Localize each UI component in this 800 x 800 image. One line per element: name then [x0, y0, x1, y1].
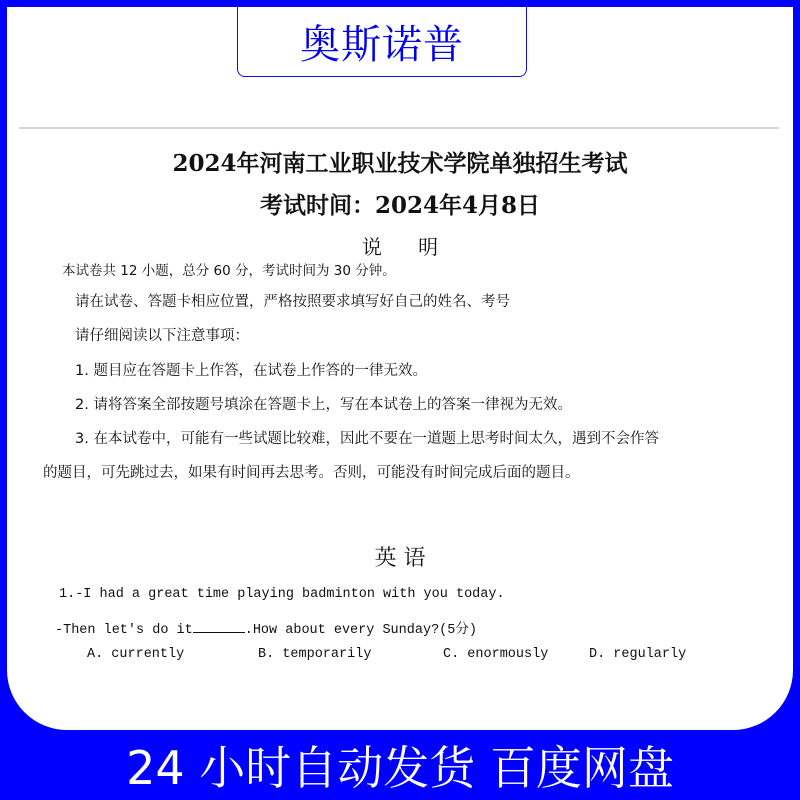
note-2: 2. 请将答案全部按题号填涂在答题卡上，写在本试卷上的答案一律视为无效。 — [75, 397, 572, 413]
exam-date: 考试时间：2024年4月8日 — [259, 192, 541, 219]
answer-blank — [193, 620, 245, 633]
subject-heading: 英 语 — [374, 546, 426, 571]
intro-text: 本试卷共 12 小题，总分 60 分，考试时间为 30 分钟。 — [62, 263, 396, 279]
option-b: B. temporarily — [258, 647, 372, 662]
footer-banner — [0, 730, 800, 800]
question-1-line2-after: .How about every Sunday?(5分) — [244, 623, 477, 638]
read-carefully-text: 请仔细阅读以下注意事项： — [75, 328, 249, 344]
paper-sheet — [7, 7, 793, 730]
brand-box — [237, 7, 527, 77]
option-c: C. enormously — [443, 647, 549, 662]
option-d: D. regularly — [589, 647, 687, 662]
exam-title: 2024年河南工业职业技术学院单独招生考试 — [172, 150, 628, 177]
note-3-continued: 的题目，可先跳过去，如果有时间再去思考。否则，可能没有时间完成后面的题目。 — [43, 465, 580, 481]
fill-info-text: 请在试卷、答题卡相应位置，严格按照要求填写好自己的姓名、考号 — [75, 294, 510, 310]
header-divider — [19, 127, 779, 129]
footer-text: 24 小时自动发货 百度网盘 — [126, 741, 674, 795]
option-a: A. currently — [87, 647, 185, 662]
instructions-heading: 说 明 — [361, 235, 439, 259]
note-3: 3. 在本试卷中，可能有一些试题比较难，因此不要在一道题上思考时间太久，遇到不会作答 — [75, 431, 659, 447]
question-1-line2-before: -Then let's do it — [55, 623, 193, 638]
brand-name: 奥斯诺普 — [300, 22, 464, 68]
question-1-line2 — [55, 617, 477, 638]
question-1-line1: 1.-I had a great time playing badminton with you today. — [59, 587, 505, 602]
note-1: 1. 题目应在答题卡上作答，在试卷上作答的一律无效。 — [75, 363, 427, 379]
